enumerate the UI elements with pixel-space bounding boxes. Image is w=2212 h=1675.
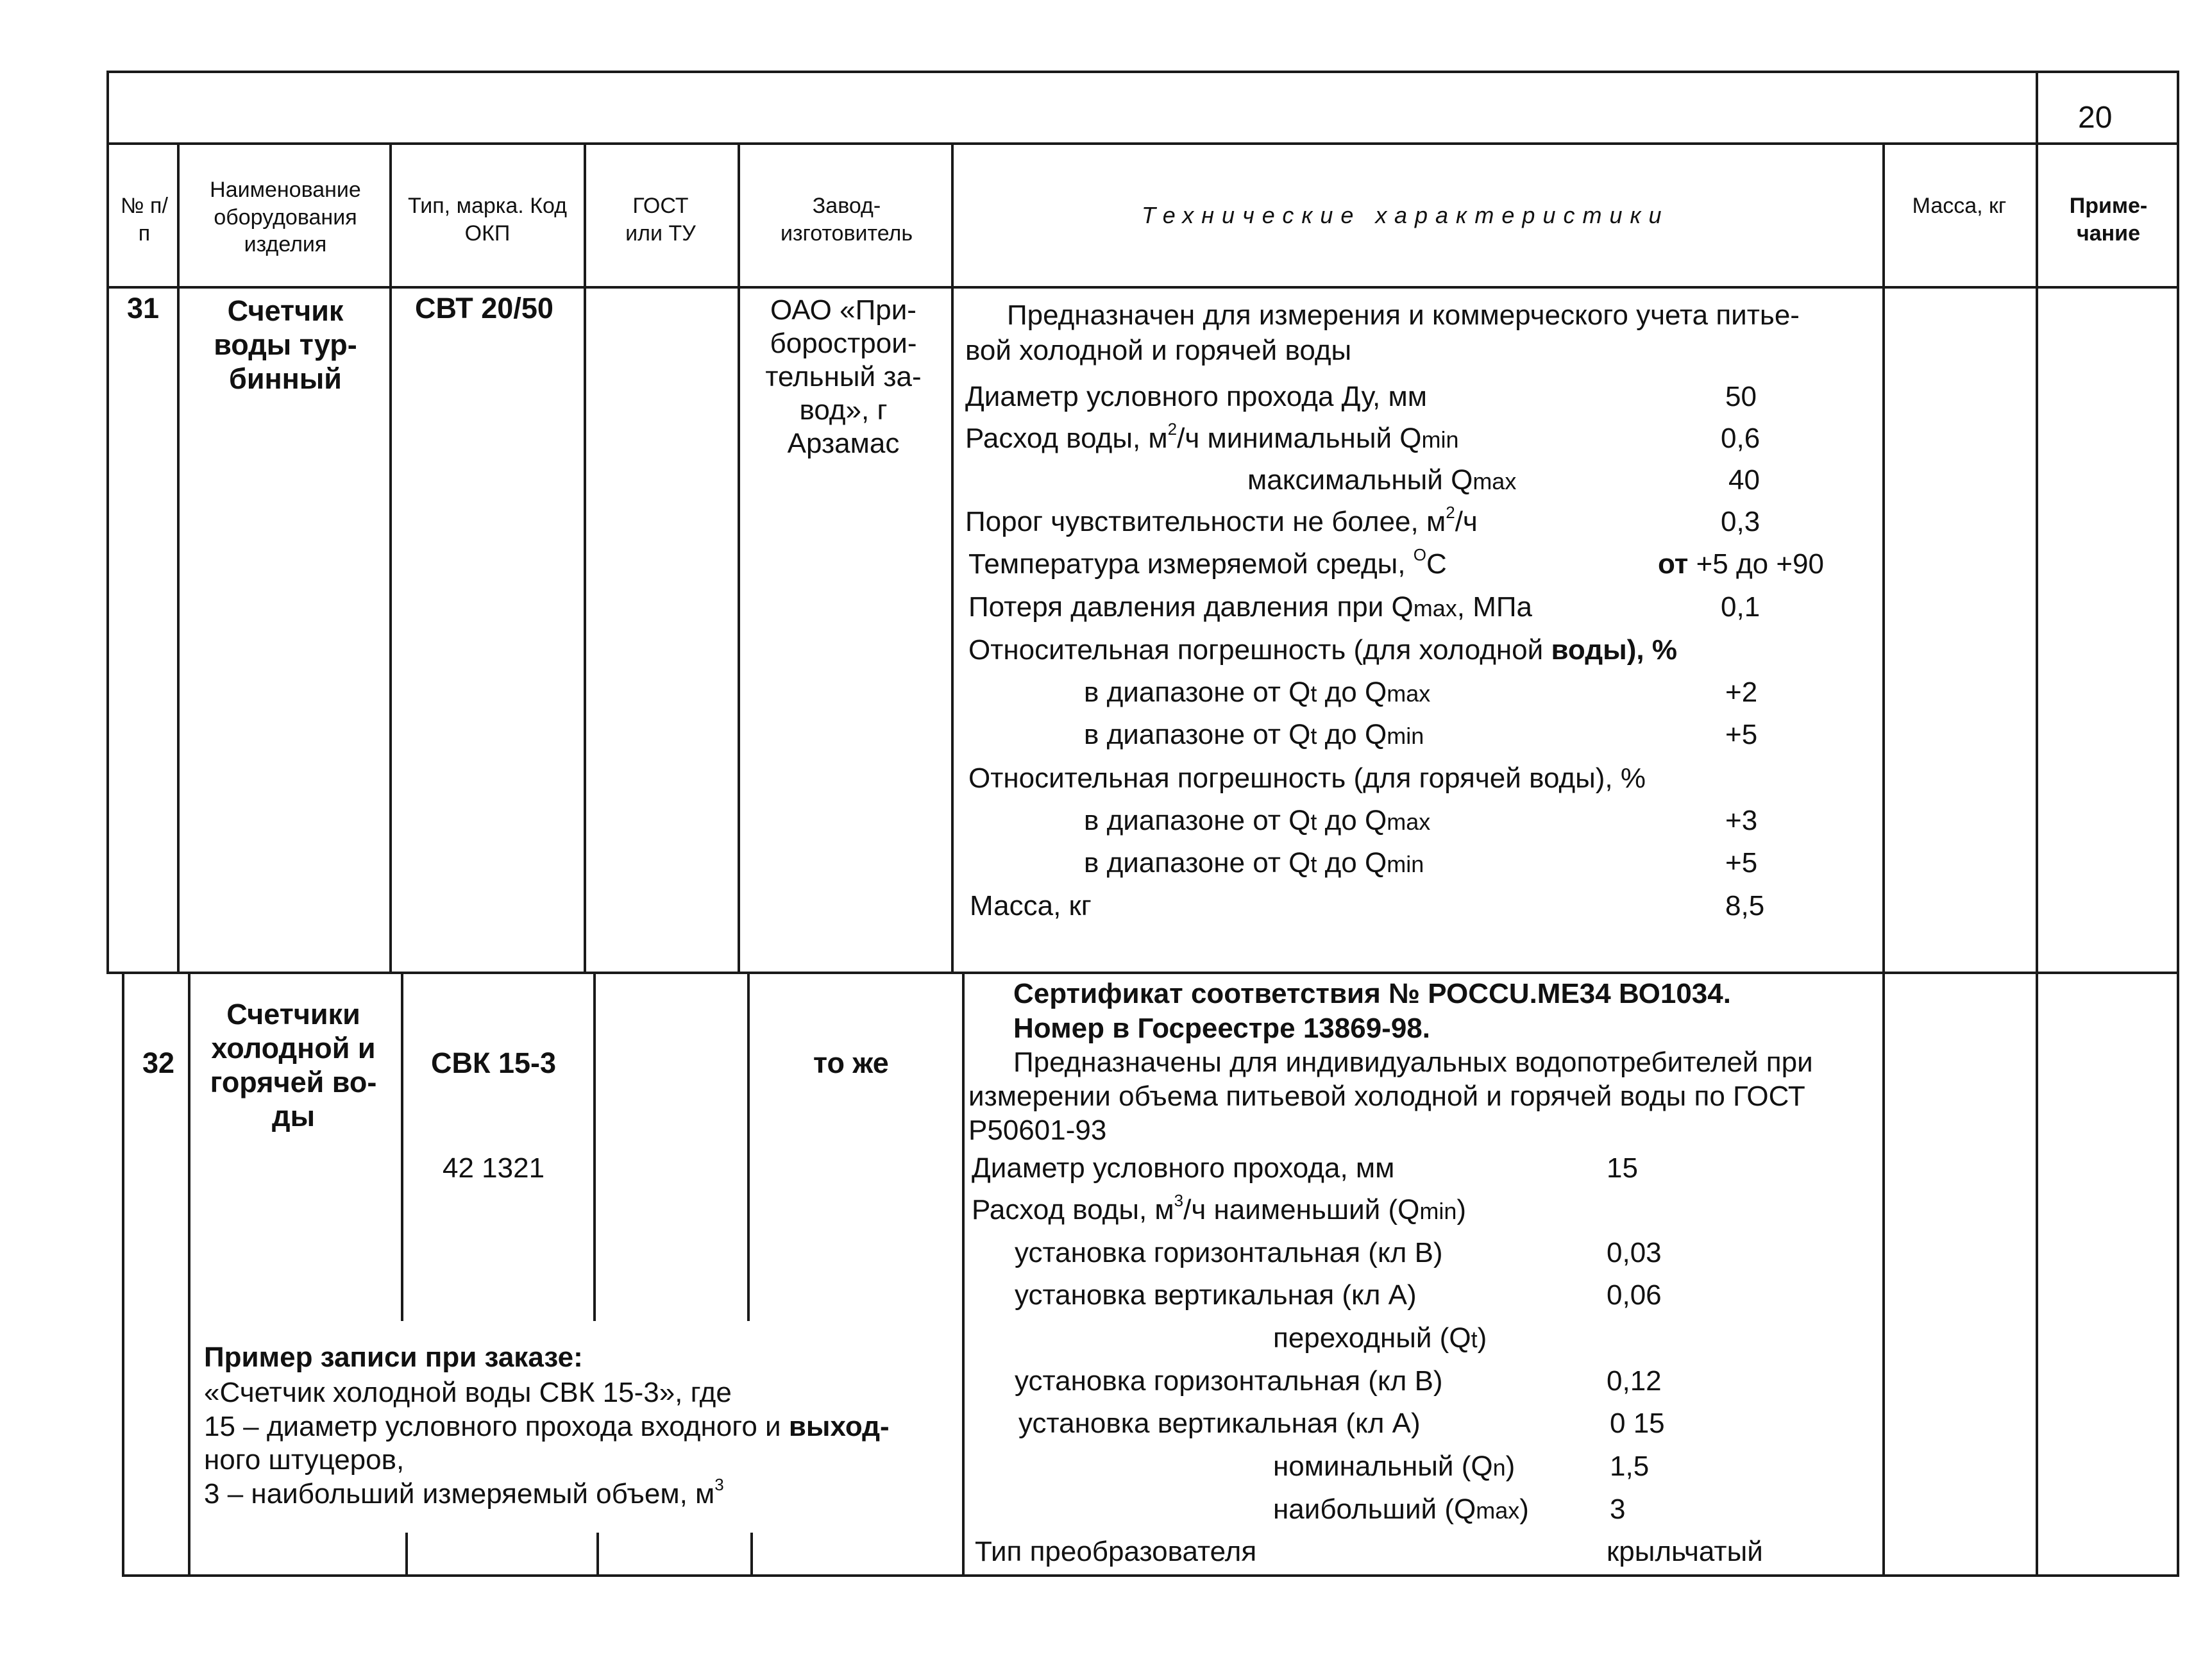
row31-spec-cold-min-value: +5	[1725, 719, 1758, 750]
row31-spec-threshold: Порог чувствительности не более, $м^2/ч$	[965, 503, 1478, 537]
header-mass: Масса, кг	[1912, 194, 2007, 218]
row31-spec-pressure-loss-value: 0,1	[1721, 591, 1760, 623]
row31-spec-flow-min: Расход воды, $м^2/ч$ минимальный Qmin	[965, 419, 1459, 454]
row31-spec-cold-max: в диапазоне от Qt до Qmax	[1084, 677, 1431, 708]
row31-type: СВТ 20/50	[415, 292, 553, 324]
row31-spec-flow-max-value: 40	[1728, 464, 1760, 496]
row32-intro-3: Р50601-93	[968, 1115, 1107, 1146]
row32-spec-horizontal-1-value: 0,03	[1607, 1237, 1662, 1268]
order-example-line-4: 3 – наибольший измеряемый объем, $м^3$	[204, 1475, 724, 1510]
row31-spec-hot-max: в диапазоне от Qt до Qmax	[1084, 805, 1431, 836]
row31-spec-flow-min-value: 0,6	[1721, 423, 1760, 454]
row31-intro-1: Предназначен для измерения и коммерческого учета питье-	[1007, 299, 1800, 331]
row31-spec-diameter-value: 50	[1725, 381, 1757, 412]
row32-certificate: Сертификат соответствия № РОССU.МЕ34 ВО1034.	[1013, 978, 1731, 1009]
row32-spec-diameter: Диаметр условного прохода, мм	[972, 1152, 1395, 1184]
row32-spec-flow-min: Расход воды, $м^3/ч$ наименьший (Qmin)	[972, 1191, 1467, 1225]
page-number: 20	[2078, 101, 2113, 135]
row32-equipment-name: Счетчики холодной и горячей во-ды	[210, 998, 377, 1133]
row31-spec-hot-min: в диапазоне от Qt до Qmin	[1084, 847, 1424, 879]
row31-number: 31	[127, 292, 160, 324]
row32-spec-nominal-value: 1,5	[1610, 1451, 1650, 1482]
header-maker: Завод-изготовитель	[780, 194, 913, 246]
row31-manufacturer: ОАО «При-борострои-тельный за-вод», г Арзамас	[765, 294, 922, 459]
order-example-line-3: ного штуцеров,	[204, 1444, 405, 1476]
header-name: Наименование оборудования изделия	[210, 178, 361, 257]
row31-spec-error-cold: Относительная погрешность (для холодной воды), %	[968, 634, 1677, 666]
row31-equipment-name: Счетчик воды тур-бинный	[214, 294, 357, 396]
row31-spec-mass-value: 8,5	[1725, 890, 1765, 922]
row32-registry: Номер в Госреестре 13869-98.	[1013, 1013, 1430, 1044]
header-num: № п/п	[121, 194, 168, 246]
header-gost: ГОСТ или ТУ	[625, 194, 696, 246]
row31-spec-cold-min: в диапазоне от Qt до Qmin	[1084, 719, 1424, 750]
row31-spec-hot-max-value: +3	[1725, 805, 1758, 836]
row31-spec-mass: Масса, кг	[970, 890, 1092, 922]
order-example-line-1: «Счетчик холодной воды СВК 15-3», где	[204, 1377, 732, 1408]
row31-spec-flow-max: максимальный Qmax	[1247, 464, 1517, 496]
row31-spec-diameter: Диаметр условного прохода Ду, мм	[965, 381, 1427, 412]
row31-intro-2: вой холодной и горячей воды	[965, 335, 1352, 366]
row31-spec-pressure-loss: Потеря давления давления при Qmax, МПа	[968, 591, 1532, 623]
row31-spec-error-hot: Относительная погрешность (для горячей воды), %	[968, 762, 1646, 794]
row32-manufacturer: то же	[813, 1047, 889, 1079]
row32-spec-transitional: переходный (Qt)	[1273, 1322, 1487, 1354]
header-note: Приме-чание	[2069, 194, 2148, 246]
order-example-title: Пример записи при заказе:	[204, 1342, 583, 1373]
row31-spec-threshold-value: 0,3	[1721, 506, 1760, 537]
row32-spec-horizontal-1: установка горизонтальная (кл В)	[1015, 1237, 1443, 1268]
row32-spec-vertical-1-value: 0,06	[1607, 1279, 1662, 1311]
row32-spec-nominal: номинальный (Qn)	[1273, 1451, 1515, 1482]
header-type: Тип, марка. Код ОКП	[408, 194, 567, 246]
row31-spec-cold-max-value: +2	[1725, 677, 1758, 708]
row32-intro-2: измерении объема питьевой холодной и горячей воды по ГОСТ	[968, 1081, 1805, 1112]
row32-spec-horizontal-2-value: 0,12	[1607, 1365, 1662, 1397]
row31-spec-temperature: Температура измеряемой среды, $^O$С	[968, 545, 1447, 580]
row32-spec-vertical-1: установка вертикальная (кл А)	[1015, 1279, 1417, 1311]
header-tech: Технические характеристики	[1142, 202, 1669, 228]
row32-spec-converter-value: крыльчатый	[1607, 1536, 1763, 1567]
row32-spec-max: наибольший (Qmax)	[1273, 1494, 1529, 1525]
row32-spec-horizontal-2: установка горизонтальная (кл В)	[1015, 1365, 1443, 1397]
row32-spec-vertical-2-value: 0 15	[1610, 1408, 1665, 1439]
row31-spec-temperature-value: от +5 до +90	[1658, 548, 1824, 580]
row32-spec-converter: Тип преобразователя	[975, 1536, 1257, 1567]
row32-type: СВК 15-3	[431, 1047, 557, 1079]
row32-number: 32	[142, 1047, 175, 1079]
row32-spec-vertical-2: установка вертикальная (кл А)	[1018, 1408, 1421, 1439]
row31-spec-hot-min-value: +5	[1725, 847, 1758, 879]
row32-okp-code: 42 1321	[443, 1152, 545, 1184]
order-example-line-2: 15 – диаметр условного прохода входного и выход-	[204, 1411, 890, 1442]
row32-intro-1: Предназначены для индивидуальных водопотребителей при	[1013, 1047, 1813, 1078]
row32-spec-max-value: 3	[1610, 1494, 1626, 1525]
row32-spec-diameter-value: 15	[1607, 1152, 1638, 1184]
